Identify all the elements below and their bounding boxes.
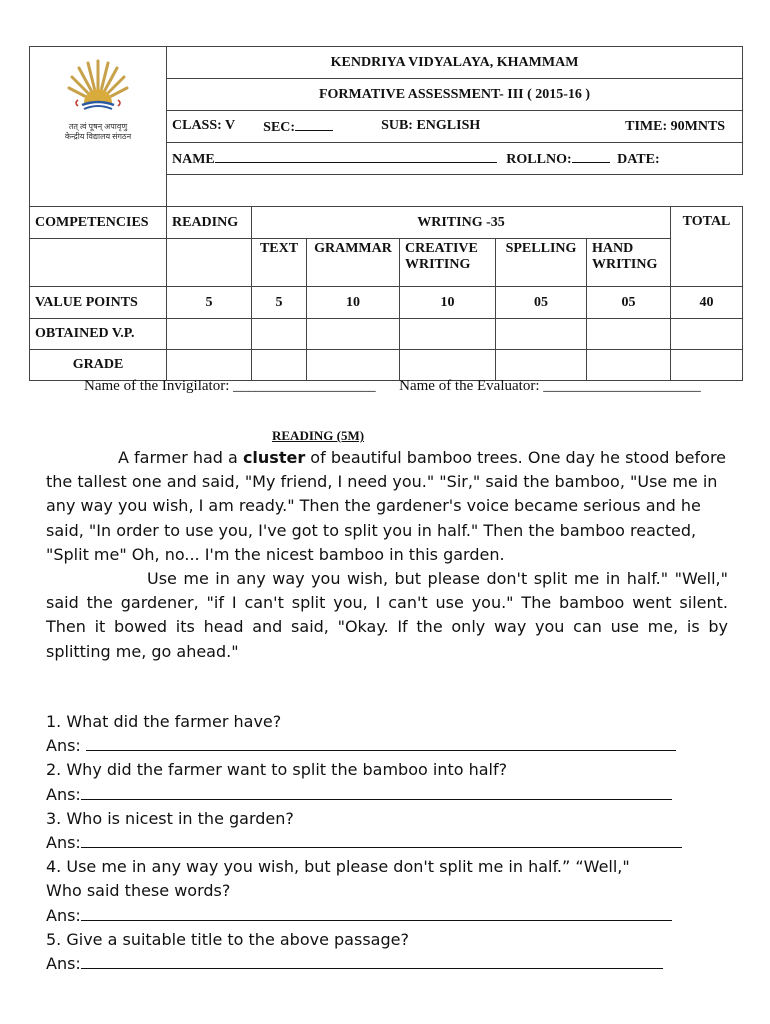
answer-row (46, 904, 746, 928)
obtained-label: OBTAINED V.P. (30, 319, 167, 350)
grade-label: GRADE (30, 350, 167, 381)
grade-cell[interactable] (307, 350, 400, 381)
school-name: KENDRIYA VIDYALAYA, KHAMMAM (167, 47, 743, 79)
name-label: NAME (172, 151, 215, 167)
answer-line-4[interactable] (81, 906, 672, 921)
writing-header: WRITING -35 (252, 207, 671, 239)
logo-cell (30, 47, 167, 207)
value-point-reading: 5 (167, 287, 252, 319)
answer-row (46, 831, 746, 855)
rollno-blank[interactable] (572, 150, 610, 163)
grade-cell[interactable] (587, 350, 671, 381)
assessment-title: FORMATIVE ASSESSMENT- III ( 2015-16 ) (167, 79, 743, 111)
value-point-spelling: 05 (496, 287, 587, 319)
kvs-logo-icon (66, 53, 130, 117)
question-4-cont: Who said these words? (46, 881, 231, 901)
invigilator-field[interactable]: Name of the Invigilator: ___________________ (84, 378, 376, 394)
rollno-label: ROLLNO: (506, 151, 572, 167)
question-1: 1. What did the farmer have? (46, 712, 282, 731)
grade-cell[interactable] (252, 350, 307, 381)
answer-row (46, 734, 746, 758)
reading-header: READING (167, 207, 252, 239)
question-4: 4. Use me in any way you wish, but please don't split me in half.” “Well," (46, 857, 630, 877)
ans-label: Ans: (46, 736, 81, 756)
answer-line-2[interactable] (81, 785, 672, 800)
passage-paragraph-2: Use me in any way you wish, but please don't split me in half." "Well," said the gardener, "if I can't split you, I can't use you." The bamboo went silent. Then it bowed its head and said, "Okay. If the only way you can use me, is by splitting me, go ahead." (46, 569, 728, 661)
total-header: TOTAL (671, 207, 743, 287)
sec-blank[interactable] (295, 118, 333, 131)
logo-motto: तत् त्वं पूषन् अपावृणु (68, 122, 128, 131)
questions-section (46, 710, 746, 976)
answer-line-5[interactable] (81, 954, 663, 969)
value-point-grammar: 10 (307, 287, 400, 319)
logo-org-name: केन्द्रीय विद्यालय संगठन (64, 132, 132, 141)
answer-line-3[interactable] (81, 833, 682, 848)
question-5: 5. Give a suitable title to the above passage? (46, 929, 409, 949)
value-point-creative: 10 (400, 287, 496, 319)
obtained-cell[interactable] (307, 319, 400, 350)
passage-text: of beautiful bamboo trees. One day he stood before the tallest one and said, "My friend, I need you." "Sir," said the bamboo, "Use me in any way you wish, I am ready." Then the gardener's voice became serious and he said, "In order to use you, I've got to split you in half." Then the bamboo reacted, "Split me" Oh, no... I'm the nicest bamboo in this garden. (46, 448, 727, 564)
reading-heading: READING (5M) (272, 428, 365, 443)
name-row (167, 143, 743, 175)
grade-cell[interactable] (167, 350, 252, 381)
class-info-row (167, 111, 743, 143)
passage-text: A farmer had a (118, 448, 243, 467)
subheader-hand-writing: HAND WRITING (587, 239, 671, 287)
ans-label: Ans: (46, 784, 81, 804)
passage-paragraph-1 (46, 446, 728, 567)
sec-label: SEC: (263, 119, 296, 135)
obtained-cell[interactable] (587, 319, 671, 350)
time-label: TIME: 90MNTS (625, 118, 726, 134)
answer-row (46, 952, 746, 976)
value-points-label: VALUE POINTS (30, 287, 167, 319)
obtained-cell[interactable] (671, 319, 743, 350)
signature-line (84, 378, 701, 395)
ans-label: Ans: (46, 905, 81, 925)
obtained-cell[interactable] (400, 319, 496, 350)
competencies-label: COMPETENCIES (30, 207, 167, 239)
subheader-grammar: GRAMMAR (307, 239, 400, 287)
grade-cell[interactable] (400, 350, 496, 381)
ans-label: Ans: (46, 954, 81, 974)
obtained-cell[interactable] (496, 319, 587, 350)
value-point-handwriting: 05 (587, 287, 671, 319)
answer-row (46, 783, 746, 807)
ans-label: Ans: (46, 833, 81, 853)
assessment-header-table (29, 46, 743, 381)
evaluator-field[interactable]: Name of the Evaluator: _____________________ (399, 378, 701, 394)
grade-cell[interactable] (671, 350, 743, 381)
reading-passage (46, 446, 728, 664)
obtained-cell[interactable] (167, 319, 252, 350)
question-2: 2. Why did the farmer want to split the bamboo into half? (46, 760, 508, 780)
name-blank[interactable] (215, 150, 497, 163)
answer-line-1[interactable] (86, 736, 676, 751)
passage-bold-word: cluster (242, 448, 306, 467)
subject-label: SUB: ENGLISH (381, 117, 481, 133)
subheader-spelling: SPELLING (496, 239, 587, 287)
grade-cell[interactable] (496, 350, 587, 381)
obtained-cell[interactable] (252, 319, 307, 350)
date-label: DATE: (617, 151, 660, 167)
class-label: CLASS: V (172, 117, 236, 133)
question-3: 3. Who is nicest in the garden? (46, 808, 294, 828)
value-point-text: 5 (252, 287, 307, 319)
subheader-creative-writing: CREATIVE WRITING (400, 239, 496, 287)
empty-cell (30, 239, 167, 287)
value-point-total: 40 (671, 287, 743, 319)
empty-cell (167, 239, 252, 287)
subheader-text: TEXT (252, 239, 307, 287)
